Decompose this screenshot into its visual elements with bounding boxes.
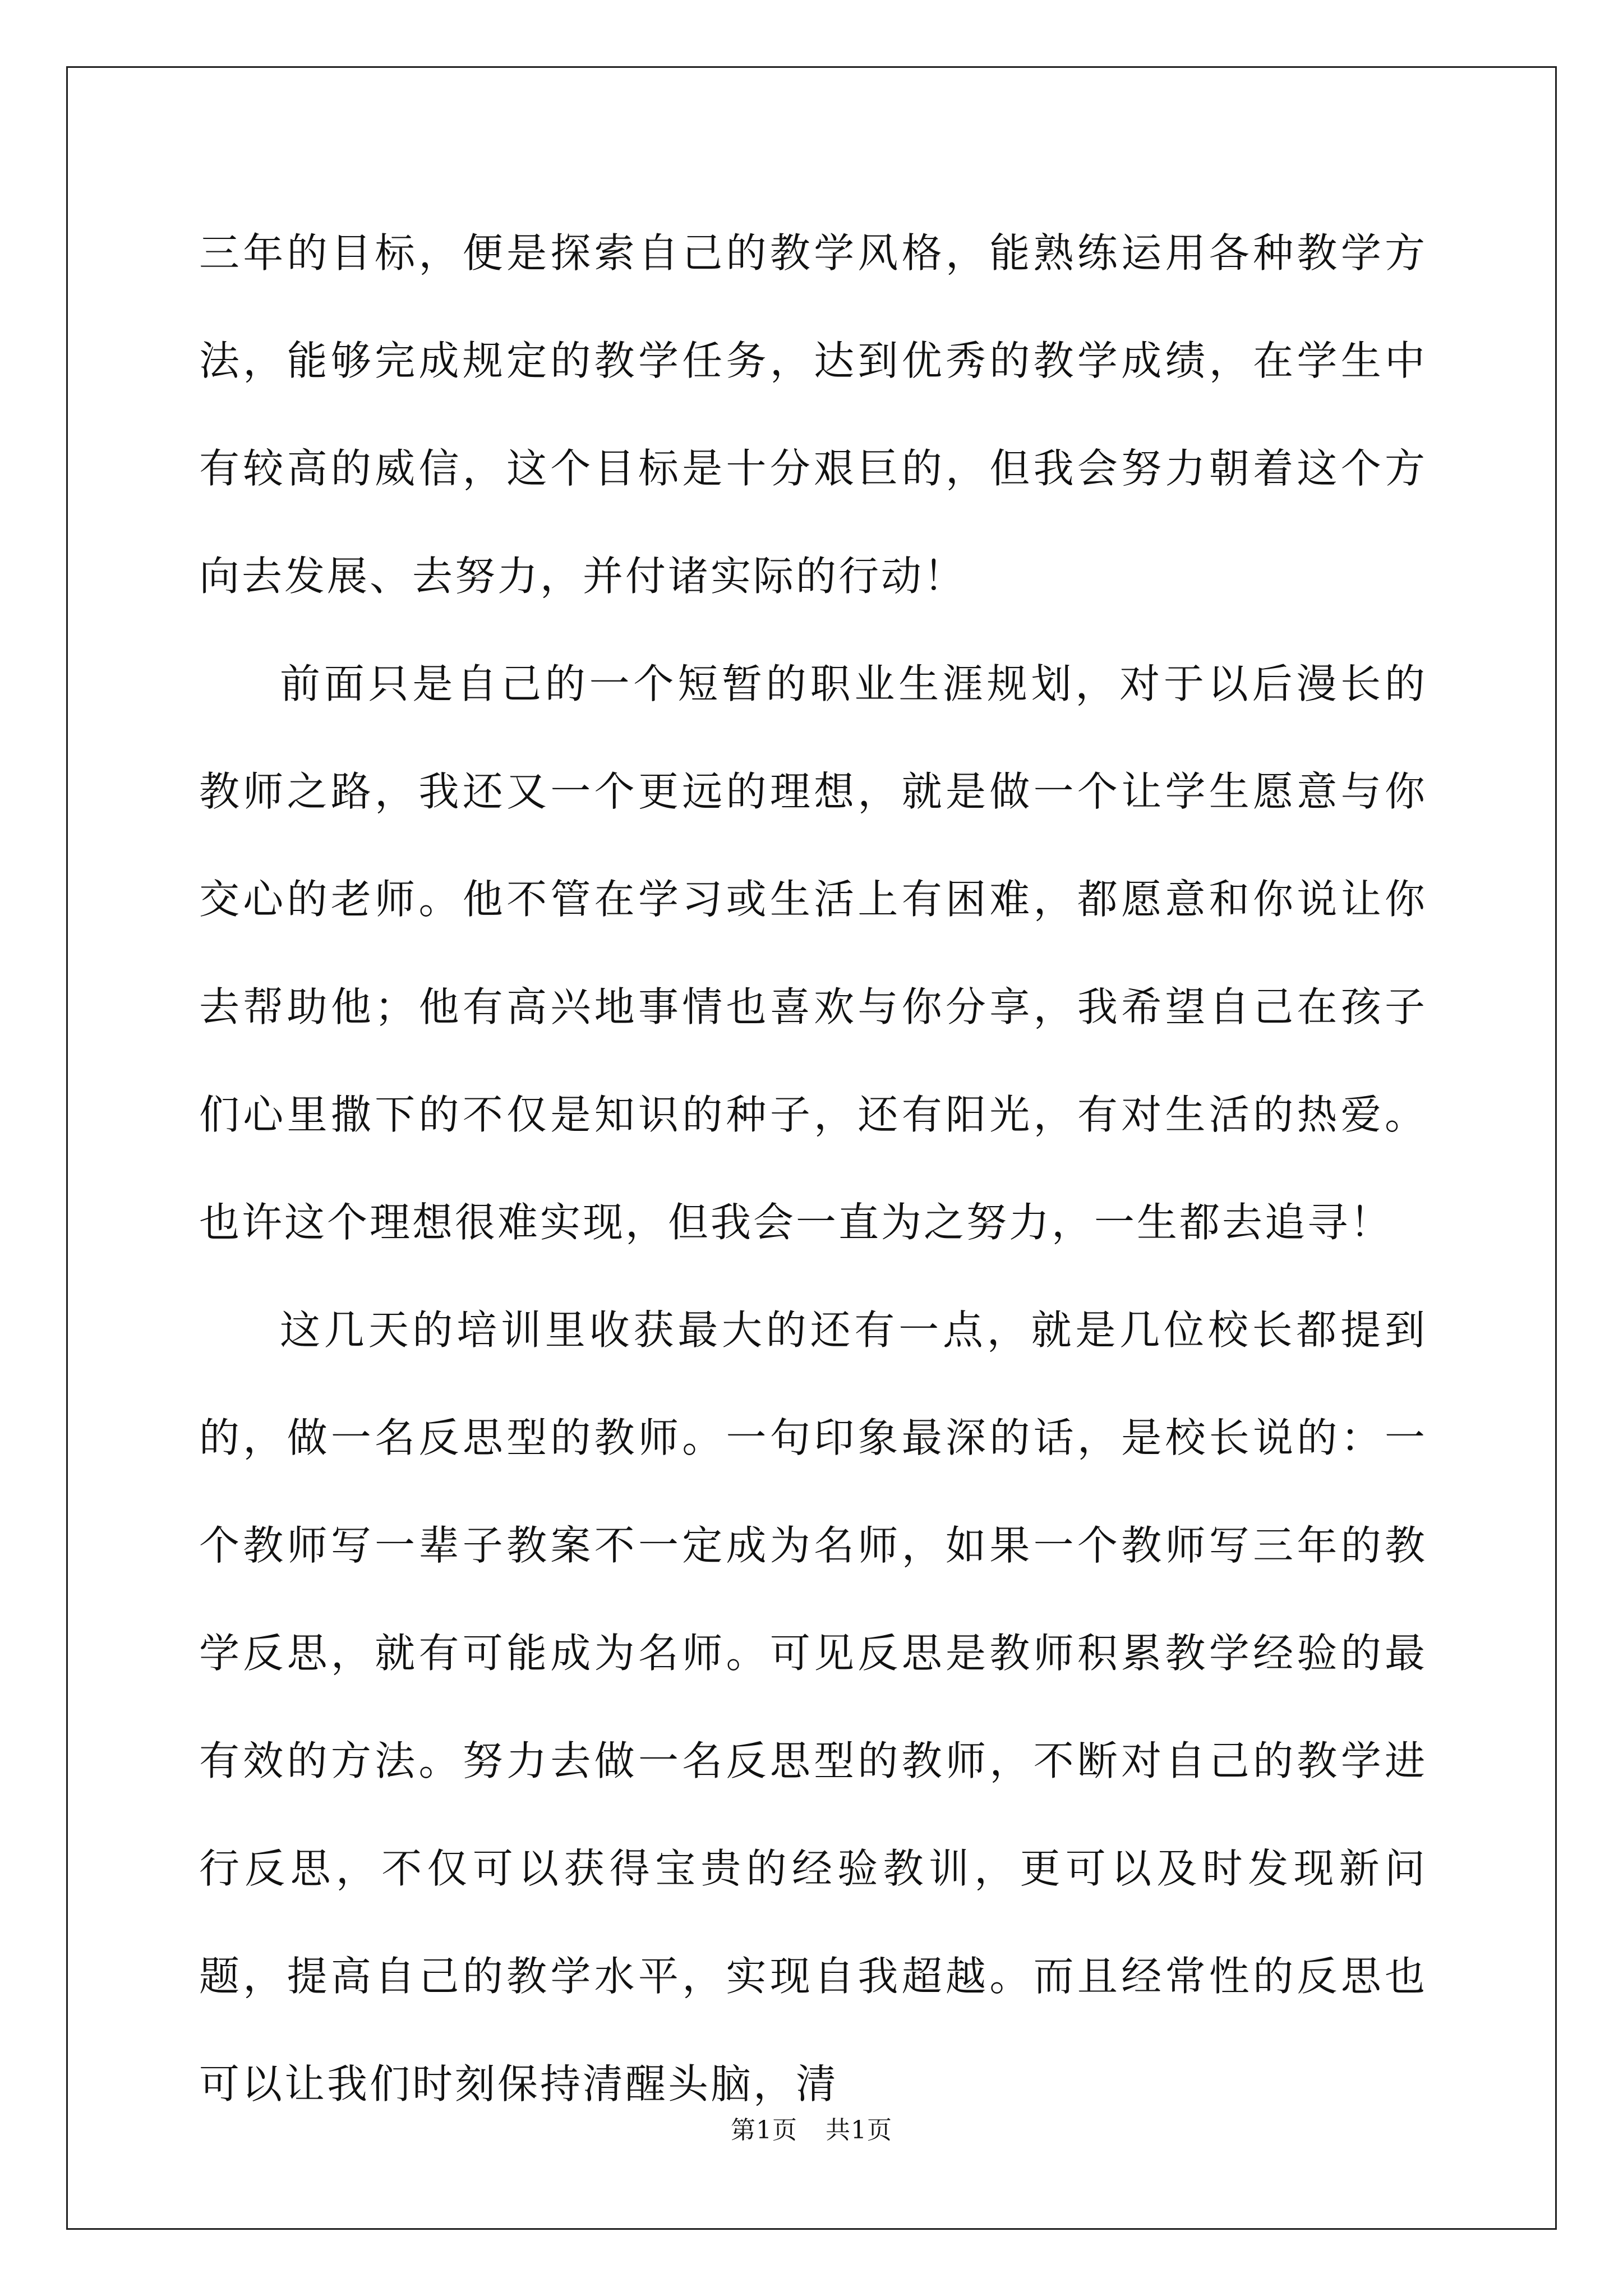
page-number-total: 共1页 [826,2116,892,2145]
page-footer [0,2114,1623,2147]
paragraph-3: 这几天的培训里收获最大的还有一点，就是几位校长都提到的，做一名反思型的教师。一句印象最深的话，是校长说的：一个教师写一辈子教案不一定成为名师，如果一个教师写三年的教学反思，就有可能成为名师。可见反思是教师积累教学经验的最有效的方法。努力去做一名反思型的教师，不断对自己的教学进行反思，不仅可以获得宝贵的经验教训，更可以及时发现新问题，提高自己的教学水平，实现自我超越。而且经常性的反思也可以让我们时刻保持清醒头脑，清 [199,1306,1427,2108]
paragraph-1: 三年的目标，便是探索自己的教学风格，能熟练运用各种教学方法，能够完成规定的教学任务，达到优秀的教学成绩，在学生中有较高的威信，这个目标是十分艰巨的，但我会努力朝着这个方向去发展、去努力，并付诸实际的行动！ [199,229,1427,600]
document-body [199,199,1427,2138]
paragraph-2: 前面只是自己的一个短暂的职业生涯规划，对于以后漫长的教师之路，我还又一个更远的理想，就是做一个让学生愿意与你交心的老师。他不管在学习或生活上有困难，都愿意和你说让你去帮助他；他有高兴地事情也喜欢与你分享，我希望自己在孩子们心里撒下的不仅是知识的种子，还有阳光，有对生活的热爱。也许这个理想很难实现，但我会一直为之努力，一生都去追寻！ [199,660,1427,1246]
page-number-current: 第1页 [731,2116,797,2145]
